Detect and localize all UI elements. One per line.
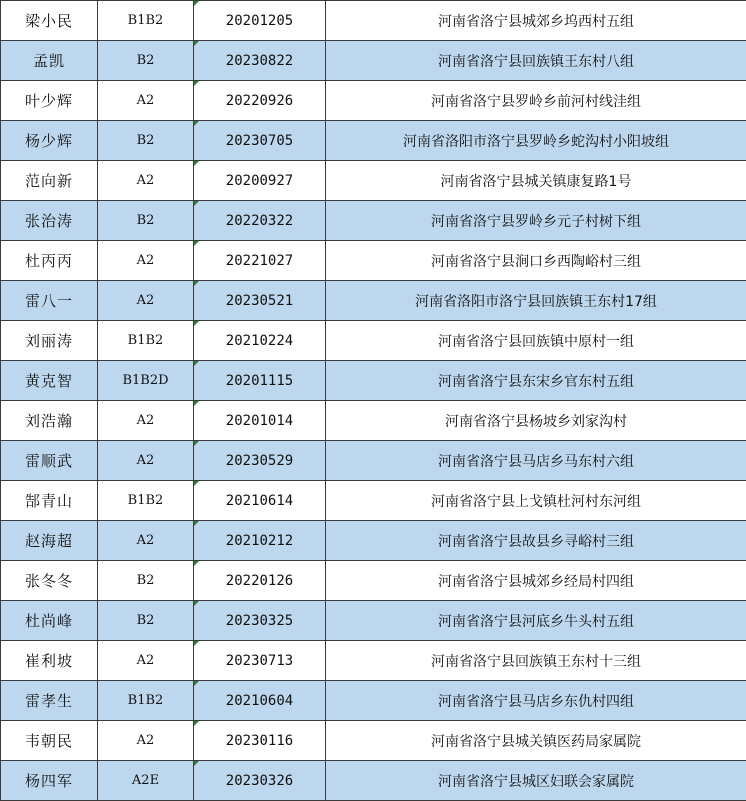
license-class-cell[interactable]: A2: [98, 521, 194, 561]
name-cell[interactable]: 范向新: [1, 161, 98, 201]
name-cell[interactable]: 郜青山: [1, 481, 98, 521]
address-cell[interactable]: 河南省洛宁县马店乡东仇村四组: [326, 681, 746, 721]
table-row[interactable]: [1, 401, 746, 441]
name-cell[interactable]: 杜尚峰: [1, 601, 98, 641]
table-row[interactable]: [1, 241, 746, 281]
license-class-cell[interactable]: A2: [98, 161, 194, 201]
table-row[interactable]: [1, 681, 746, 721]
table-row[interactable]: [1, 721, 746, 761]
name-cell[interactable]: 梁小民: [1, 1, 98, 41]
address-cell[interactable]: 河南省洛宁县回族镇王东村八组: [326, 41, 746, 81]
license-class-cell[interactable]: A2: [98, 401, 194, 441]
date-cell[interactable]: 20220126: [194, 561, 326, 601]
address-cell[interactable]: 河南省洛宁县城关镇医药局家属院: [326, 721, 746, 761]
address-cell[interactable]: 河南省洛阳市洛宁县回族镇王东村17组: [326, 281, 746, 321]
date-cell[interactable]: 20230822: [194, 41, 326, 81]
name-cell[interactable]: 赵海超: [1, 521, 98, 561]
table-row[interactable]: [1, 321, 746, 361]
license-class-cell[interactable]: A2: [98, 641, 194, 681]
table-row[interactable]: [1, 601, 746, 641]
table-row[interactable]: [1, 481, 746, 521]
date-cell[interactable]: 20230705: [194, 121, 326, 161]
license-class-cell[interactable]: B2: [98, 201, 194, 241]
address-cell[interactable]: 河南省洛宁县城郊乡坞西村五组: [326, 1, 746, 41]
date-cell[interactable]: 20201115: [194, 361, 326, 401]
date-cell[interactable]: 20210212: [194, 521, 326, 561]
address-cell[interactable]: 河南省洛宁县涧口乡西陶峪村三组: [326, 241, 746, 281]
name-cell[interactable]: 韦朝民: [1, 721, 98, 761]
address-cell[interactable]: 河南省洛宁县罗岭乡元子村树下组: [326, 201, 746, 241]
address-cell[interactable]: 河南省洛宁县城区妇联会家属院: [326, 761, 746, 801]
date-cell[interactable]: 20210604: [194, 681, 326, 721]
name-cell[interactable]: 雷八一: [1, 281, 98, 321]
name-cell[interactable]: 叶少辉: [1, 81, 98, 121]
date-cell[interactable]: 20200927: [194, 161, 326, 201]
license-class-cell[interactable]: A2E: [98, 761, 194, 801]
name-cell[interactable]: 杜丙丙: [1, 241, 98, 281]
date-cell[interactable]: 20230529: [194, 441, 326, 481]
address-cell[interactable]: 河南省洛宁县上戈镇杜河村东河组: [326, 481, 746, 521]
address-cell[interactable]: 河南省洛宁县河底乡牛头村五组: [326, 601, 746, 641]
name-cell[interactable]: 崔利坡: [1, 641, 98, 681]
license-class-cell[interactable]: A2: [98, 81, 194, 121]
license-class-cell[interactable]: A2: [98, 721, 194, 761]
name-cell[interactable]: 杨四军: [1, 761, 98, 801]
license-class-cell[interactable]: B1B2: [98, 481, 194, 521]
date-cell[interactable]: 20201014: [194, 401, 326, 441]
table-row[interactable]: [1, 161, 746, 201]
date-cell[interactable]: 20201205: [194, 1, 326, 41]
date-cell[interactable]: 20230521: [194, 281, 326, 321]
date-cell[interactable]: 20220926: [194, 81, 326, 121]
address-cell[interactable]: 河南省洛阳市洛宁县罗岭乡蛇沟村小阳坡组: [326, 121, 746, 161]
license-class-cell[interactable]: B1B2: [98, 681, 194, 721]
table-row[interactable]: [1, 441, 746, 481]
date-cell[interactable]: 20220322: [194, 201, 326, 241]
address-cell[interactable]: 河南省洛宁县故县乡寻峪村三组: [326, 521, 746, 561]
name-cell[interactable]: 刘浩瀚: [1, 401, 98, 441]
name-cell[interactable]: 雷孝生: [1, 681, 98, 721]
license-class-cell[interactable]: B2: [98, 561, 194, 601]
address-cell[interactable]: 河南省洛宁县回族镇中原村一组: [326, 321, 746, 361]
records-table-body: [1, 1, 746, 801]
table-row[interactable]: [1, 1, 746, 41]
table-row[interactable]: [1, 201, 746, 241]
table-row[interactable]: [1, 121, 746, 161]
table-row[interactable]: [1, 361, 746, 401]
name-cell[interactable]: 杨少辉: [1, 121, 98, 161]
date-cell[interactable]: 20210614: [194, 481, 326, 521]
date-cell[interactable]: 20230116: [194, 721, 326, 761]
license-class-cell[interactable]: B1B2: [98, 321, 194, 361]
license-class-cell[interactable]: B2: [98, 41, 194, 81]
address-cell[interactable]: 河南省洛宁县城关镇康复路1号: [326, 161, 746, 201]
address-cell[interactable]: 河南省洛宁县罗岭乡前河村线洼组: [326, 81, 746, 121]
license-class-cell[interactable]: B2: [98, 121, 194, 161]
name-cell[interactable]: 黄克智: [1, 361, 98, 401]
license-class-cell[interactable]: B1B2: [98, 1, 194, 41]
date-cell[interactable]: 20210224: [194, 321, 326, 361]
address-cell[interactable]: 河南省洛宁县马店乡马东村六组: [326, 441, 746, 481]
table-row[interactable]: [1, 561, 746, 601]
address-cell[interactable]: 河南省洛宁县城郊乡经局村四组: [326, 561, 746, 601]
license-class-cell[interactable]: B2: [98, 601, 194, 641]
date-cell[interactable]: 20230325: [194, 601, 326, 641]
license-class-cell[interactable]: A2: [98, 281, 194, 321]
address-cell[interactable]: 河南省洛宁县回族镇王东村十三组: [326, 641, 746, 681]
address-cell[interactable]: 河南省洛宁县杨坡乡刘家沟村: [326, 401, 746, 441]
table-row[interactable]: [1, 81, 746, 121]
name-cell[interactable]: 张冬冬: [1, 561, 98, 601]
license-class-cell[interactable]: B1B2D: [98, 361, 194, 401]
table-row[interactable]: [1, 761, 746, 801]
name-cell[interactable]: 孟凯: [1, 41, 98, 81]
date-cell[interactable]: 20230326: [194, 761, 326, 801]
name-cell[interactable]: 雷顺武: [1, 441, 98, 481]
license-class-cell[interactable]: A2: [98, 441, 194, 481]
table-row[interactable]: [1, 41, 746, 81]
name-cell[interactable]: 张治涛: [1, 201, 98, 241]
table-row[interactable]: [1, 521, 746, 561]
license-class-cell[interactable]: A2: [98, 241, 194, 281]
date-cell[interactable]: 20230713: [194, 641, 326, 681]
table-row[interactable]: [1, 641, 746, 681]
name-cell[interactable]: 刘丽涛: [1, 321, 98, 361]
table-row[interactable]: [1, 281, 746, 321]
date-cell[interactable]: 20221027: [194, 241, 326, 281]
address-cell[interactable]: 河南省洛宁县东宋乡官东村五组: [326, 361, 746, 401]
